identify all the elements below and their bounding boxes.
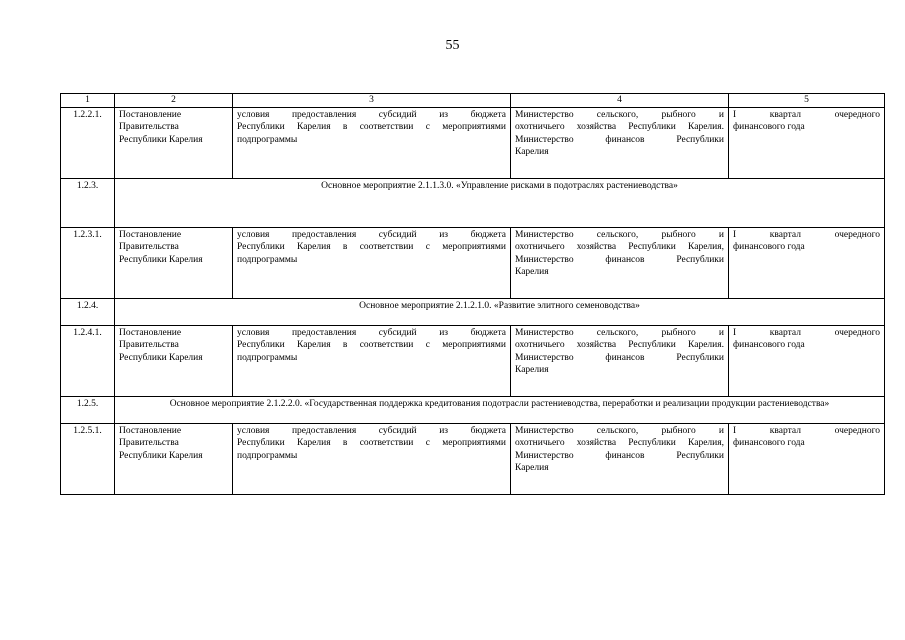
executor-cell-line: охотничьего хозяйства Республики Карелия. [515,122,724,132]
executor-cell-line: Министерство финансов Республики [515,450,724,461]
executor-cell-line: Министерство финансов Республики [515,352,724,363]
sub-measure-row [61,107,885,178]
deadline-cell-line: финансового года [733,242,805,252]
conditions-cell-line: Республики Карелия в соответствии с мероприятиями [237,438,506,448]
row-number: 1.2.3. [61,178,115,227]
conditions-cell-line: условия предоставления субсидий из бюджета [237,229,506,240]
executor-cell-line: Министерство финансов Республики [515,254,724,265]
main-measure-title: Основное мероприятие 2.1.1.3.0. «Управление рисками в подотраслях растениеводства» [115,178,885,227]
conditions-cell-line: условия предоставления субсидий из бюджета [237,327,506,338]
row-number: 1.2.4.1. [61,325,115,396]
legal-act-cell-line: Республики Карелия [119,254,203,265]
deadline-cell-line: финансового года [733,122,805,132]
main-measure-title: Основное мероприятие 2.1.2.1.0. «Развитие элитного семеноводства» [115,298,885,325]
column-header: 4 [511,94,729,108]
conditions-cell-line: Республики Карелия в соответствии с мероприятиями [237,340,506,350]
executor-cell-line: Министерство сельского, рыбного и [515,327,724,338]
conditions-cell-line: подпрограммы [237,352,298,363]
conditions-cell-line: условия предоставления субсидий из бюджета [237,109,506,120]
executor-cell-line: Министерство сельского, рыбного и [515,109,724,120]
conditions-cell-line: Республики Карелия в соответствии с мероприятиями [237,122,506,132]
deadline-cell [729,325,885,396]
executor-cell-line: охотничьего хозяйства Республики Карелия, [515,242,724,252]
conditions-cell [233,423,511,494]
executor-cell [511,325,729,396]
legal-act-cell-line: Постановление [119,229,182,240]
legal-act-cell [115,227,233,298]
deadline-cell-line: финансового года [733,438,805,448]
legal-act-cell-line: Республики Карелия [119,134,203,145]
column-header: 5 [729,94,885,108]
legal-act-cell-line: Республики Карелия [119,352,203,363]
column-header: 3 [233,94,511,108]
measures-table [60,93,885,495]
legal-act-cell-line: Республики Карелия [119,450,203,461]
conditions-cell [233,107,511,178]
executor-cell-line: Министерство сельского, рыбного и [515,229,724,240]
executor-cell-line: Карелия [515,267,549,277]
main-measure-title: Основное мероприятие 2.1.2.2.0. «Государственная поддержка кредитования подотрасли растениеводства, переработки и реализации продукции растениеводства» [115,396,885,423]
conditions-cell-line: Республики Карелия в соответствии с мероприятиями [237,242,506,252]
legal-act-cell-line: Правительства [119,340,179,350]
executor-cell-line: Министерство сельского, рыбного и [515,425,724,436]
sub-measure-row [61,423,885,494]
column-header: 2 [115,94,233,108]
legal-act-cell-line: Постановление [119,109,182,120]
deadline-cell [729,107,885,178]
legal-act-cell-line: Правительства [119,122,179,132]
executor-cell-line: Карелия [515,147,549,157]
conditions-cell-line: подпрограммы [237,450,298,461]
executor-cell [511,107,729,178]
row-number: 1.2.5. [61,396,115,423]
executor-cell [511,227,729,298]
legal-act-cell-line: Постановление [119,327,182,338]
row-number: 1.2.2.1. [61,107,115,178]
executor-cell-line: Карелия [515,365,549,375]
row-number: 1.2.5.1. [61,423,115,494]
legal-act-cell-line: Постановление [119,425,182,436]
deadline-cell-line: I квартал очередного [733,425,880,436]
conditions-cell [233,325,511,396]
deadline-cell-line: I квартал очередного [733,109,880,120]
executor-cell [511,423,729,494]
deadline-cell-line: финансового года [733,340,805,350]
legal-act-cell [115,107,233,178]
conditions-cell-line: подпрограммы [237,254,298,265]
page-number: 55 [445,38,460,53]
deadline-cell-line: I квартал очередного [733,229,880,240]
deadline-cell [729,423,885,494]
table-body [61,94,885,495]
main-measure-row [61,178,885,227]
row-number: 1.2.3.1. [61,227,115,298]
executor-cell-line: Карелия [515,463,549,473]
executor-cell-line: охотничьего хозяйства Республики Карелия. [515,340,724,350]
main-measure-row [61,298,885,325]
deadline-cell [729,227,885,298]
legal-act-cell [115,423,233,494]
conditions-cell-line: условия предоставления субсидий из бюджета [237,425,506,436]
column-header: 1 [61,94,115,108]
executor-cell-line: Министерство финансов Республики [515,134,724,145]
table-header-row [61,94,885,108]
sub-measure-row [61,227,885,298]
legal-act-cell [115,325,233,396]
legal-act-cell-line: Правительства [119,242,179,252]
legal-act-cell-line: Правительства [119,438,179,448]
main-measure-row [61,396,885,423]
deadline-cell-line: I квартал очередного [733,327,880,338]
sub-measure-row [61,325,885,396]
executor-cell-line: охотничьего хозяйства Республики Карелия, [515,438,724,448]
conditions-cell-line: подпрограммы [237,134,298,145]
conditions-cell [233,227,511,298]
row-number: 1.2.4. [61,298,115,325]
